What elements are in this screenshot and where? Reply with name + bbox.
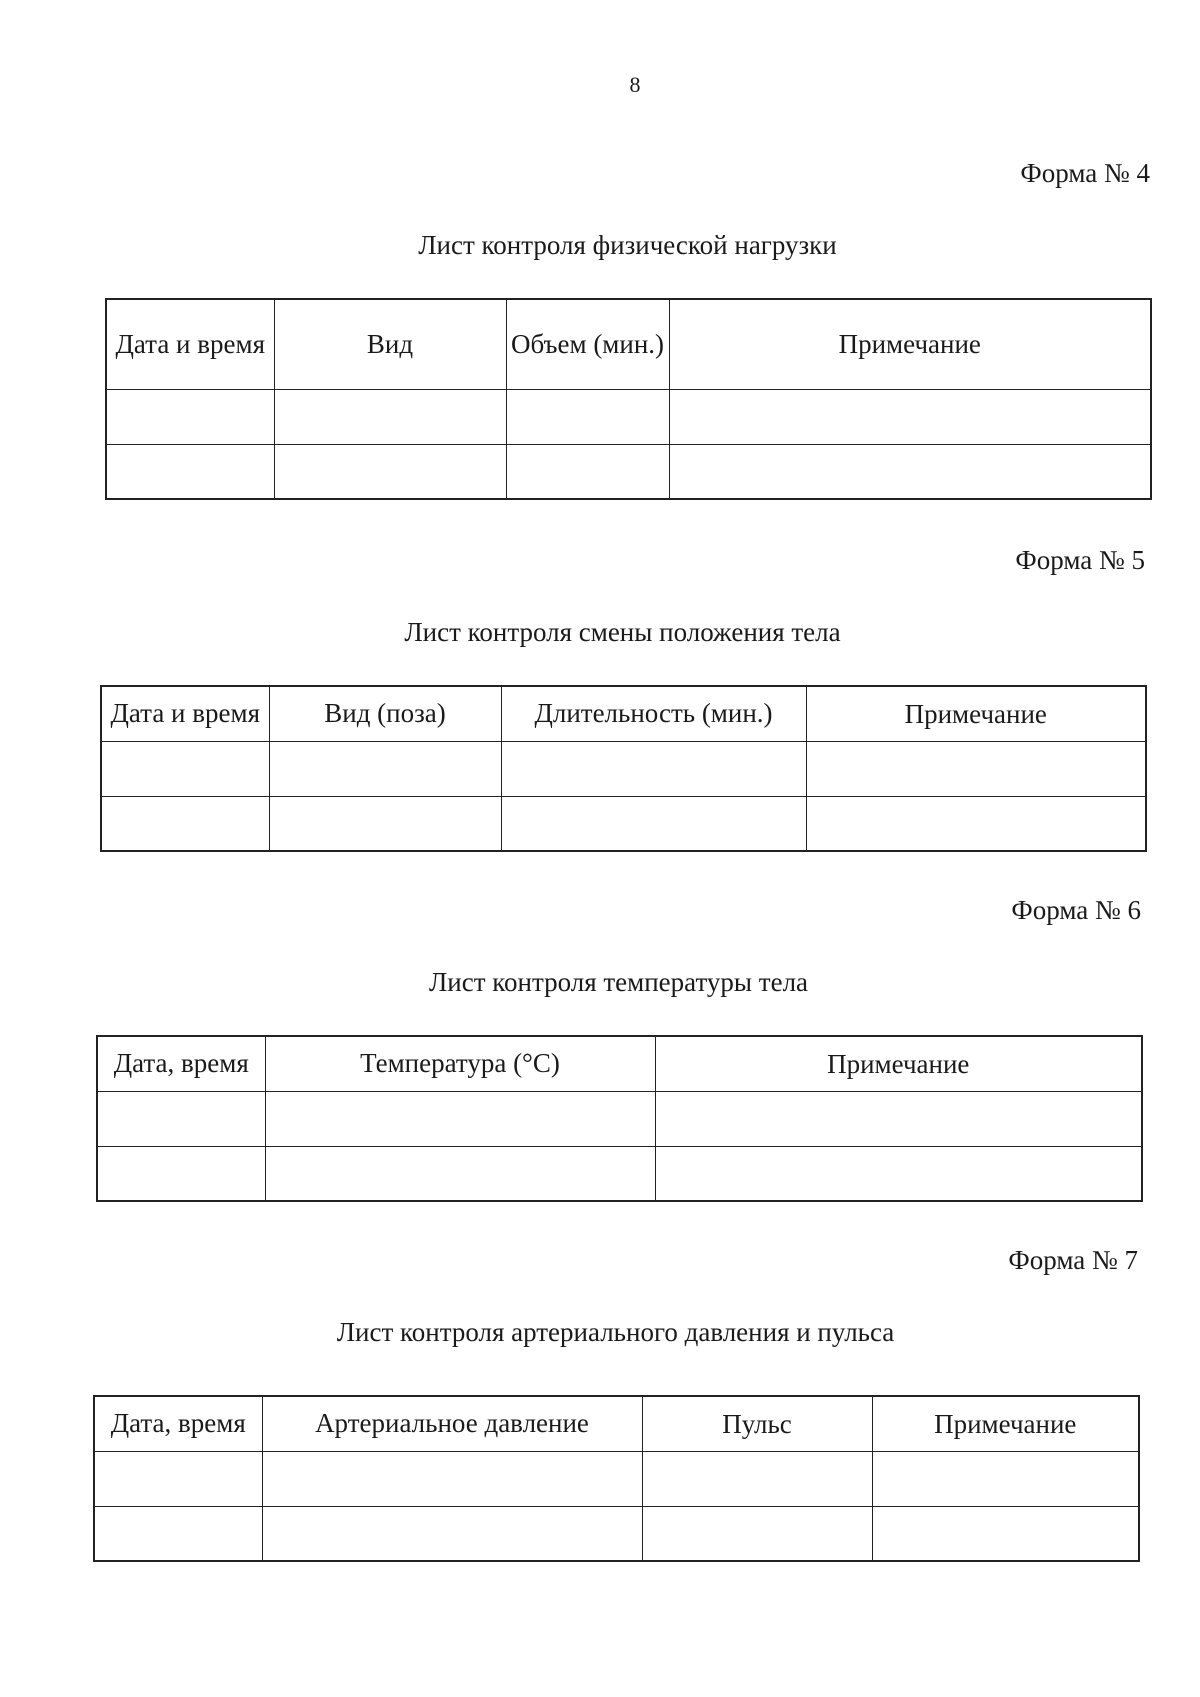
form-5 (100, 545, 1145, 855)
table-row (97, 1091, 1142, 1146)
table-cell[interactable] (106, 389, 274, 444)
table-cell[interactable] (655, 1091, 1142, 1146)
form-6 (96, 895, 1141, 1215)
table-row (97, 1146, 1142, 1201)
column-header: Примечание (669, 299, 1151, 389)
table-cell[interactable] (806, 741, 1146, 796)
table-cell[interactable] (269, 796, 501, 851)
page-number: 8 (629, 72, 641, 97)
table-row (101, 796, 1146, 851)
form-number: Форма № 6 (1011, 895, 1141, 925)
table-cell[interactable] (97, 1091, 265, 1146)
column-header: Температура (°С) (265, 1036, 655, 1091)
table-cell[interactable] (669, 389, 1151, 444)
column-header: Примечание (806, 686, 1146, 741)
form-7 (93, 1245, 1138, 1575)
table-cell[interactable] (94, 1506, 262, 1561)
column-header: Вид (поза) (269, 686, 501, 741)
column-header: Пульс (642, 1396, 872, 1451)
table-cell[interactable] (101, 796, 269, 851)
table-cell[interactable] (506, 444, 669, 499)
table-cell[interactable] (669, 444, 1151, 499)
table-row (101, 741, 1146, 796)
form-4 (105, 158, 1150, 503)
column-header: Вид (274, 299, 506, 389)
blood-pressure-pulse-table (93, 1395, 1140, 1562)
column-header: Дата, время (97, 1036, 265, 1091)
table-cell[interactable] (506, 389, 669, 444)
table-cell[interactable] (872, 1451, 1139, 1506)
column-header: Дата, время (94, 1396, 262, 1451)
body-position-table (100, 685, 1147, 852)
form-title: Лист контроля артериального давления и пульса (336, 1317, 895, 1347)
column-header: Длительность (мин.) (501, 686, 806, 741)
form-title: Лист контроля физической нагрузки (418, 230, 837, 260)
table-cell[interactable] (265, 1146, 655, 1201)
table-cell[interactable] (106, 444, 274, 499)
column-header: Примечание (872, 1396, 1139, 1451)
table-cell[interactable] (501, 741, 806, 796)
table-cell[interactable] (642, 1451, 872, 1506)
table-cell[interactable] (269, 741, 501, 796)
table-cell[interactable] (265, 1091, 655, 1146)
form-number: Форма № 5 (1015, 545, 1145, 575)
body-temperature-table (96, 1035, 1143, 1202)
form-number: Форма № 7 (1008, 1245, 1138, 1275)
table-cell[interactable] (872, 1506, 1139, 1561)
form-title: Лист контроля температуры тела (428, 967, 809, 997)
table-cell[interactable] (642, 1506, 872, 1561)
table-cell[interactable] (274, 389, 506, 444)
table-cell[interactable] (274, 444, 506, 499)
column-header: Примечание (655, 1036, 1142, 1091)
table-cell[interactable] (501, 796, 806, 851)
table-row (94, 1451, 1139, 1506)
form-title: Лист контроля смены положения тела (404, 617, 841, 647)
table-cell[interactable] (101, 741, 269, 796)
physical-activity-table (105, 298, 1152, 500)
table-row (94, 1506, 1139, 1561)
table-cell[interactable] (655, 1146, 1142, 1201)
column-header: Дата и время (101, 686, 269, 741)
table-cell[interactable] (806, 796, 1146, 851)
table-cell[interactable] (262, 1451, 642, 1506)
column-header: Артериальное давление (262, 1396, 642, 1451)
table-row (106, 444, 1151, 499)
table-cell[interactable] (94, 1451, 262, 1506)
form-number: Форма № 4 (1020, 158, 1150, 188)
table-row (106, 389, 1151, 444)
column-header: Объем (мин.) (506, 299, 669, 389)
table-cell[interactable] (262, 1506, 642, 1561)
table-cell[interactable] (97, 1146, 265, 1201)
column-header: Дата и время (106, 299, 274, 389)
